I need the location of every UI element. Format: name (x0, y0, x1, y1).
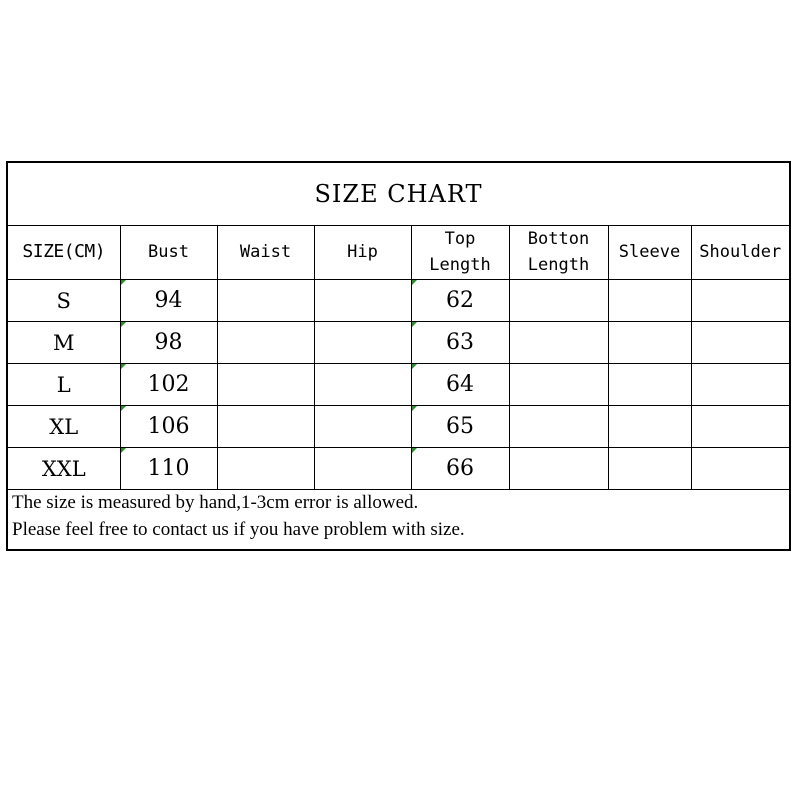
cell-bust: 98 (120, 322, 217, 364)
cell-bottom-length (509, 322, 608, 364)
table-row (8, 406, 789, 448)
cell-waist (217, 448, 314, 490)
cell-marker (412, 406, 417, 411)
cell-top-length: 63 (411, 322, 509, 364)
cell-marker (412, 448, 417, 453)
cell-sleeve (608, 280, 691, 322)
cell-hip (314, 364, 411, 406)
notes (12, 489, 782, 543)
cell-hip (314, 406, 411, 448)
cell-waist (217, 364, 314, 406)
header-waist: Waist (217, 225, 314, 280)
cell-shoulder (691, 364, 789, 406)
cell-size: M (8, 322, 120, 364)
chart-title: SIZE CHART (8, 163, 789, 226)
cell-marker (412, 322, 417, 327)
cell-bust: 102 (120, 364, 217, 406)
cell-hip (314, 448, 411, 490)
cell-top-length: 66 (411, 448, 509, 490)
cell-size: L (8, 364, 120, 406)
header-row (8, 225, 789, 280)
header-sleeve: Sleeve (608, 225, 691, 280)
size-chart (6, 161, 791, 551)
cell-top-length: 65 (411, 406, 509, 448)
cell-bottom-length (509, 448, 608, 490)
cell-sleeve (608, 448, 691, 490)
cell-bust: 106 (120, 406, 217, 448)
cell-bottom-length (509, 364, 608, 406)
cell-waist (217, 280, 314, 322)
cell-size: S (8, 280, 120, 322)
cell-bottom-length (509, 280, 608, 322)
cell-bust: 94 (120, 280, 217, 322)
cell-shoulder (691, 406, 789, 448)
table-row (8, 364, 789, 406)
cell-waist (217, 322, 314, 364)
note-measurement: The size is measured by hand,1-3cm error is allowed. (12, 492, 419, 513)
cell-hip (314, 280, 411, 322)
cell-marker (121, 280, 126, 285)
header-bust: Bust (120, 225, 217, 280)
table-row (8, 322, 789, 364)
cell-marker (412, 364, 417, 369)
cell-bottom-length (509, 406, 608, 448)
table-row (8, 280, 789, 322)
size-table (8, 225, 789, 490)
header-size: SIZE(CM) (8, 225, 120, 280)
cell-size: XL (8, 406, 120, 448)
cell-size: XXL (8, 448, 120, 490)
header-hip: Hip (314, 225, 411, 280)
cell-top-length: 62 (411, 280, 509, 322)
cell-sleeve (608, 364, 691, 406)
cell-sleeve (608, 406, 691, 448)
cell-sleeve (608, 322, 691, 364)
cell-shoulder (691, 322, 789, 364)
header-shoulder: Shoulder (691, 225, 789, 280)
cell-top-length: 64 (411, 364, 509, 406)
cell-shoulder (691, 280, 789, 322)
cell-shoulder (691, 448, 789, 490)
header-bottom-length: Botton Length (509, 225, 608, 280)
cell-waist (217, 406, 314, 448)
cell-bust: 110 (120, 448, 217, 490)
cell-marker (121, 364, 126, 369)
header-top-length: Top Length (411, 225, 509, 280)
cell-marker (121, 406, 126, 411)
cell-hip (314, 322, 411, 364)
cell-marker (412, 280, 417, 285)
cell-marker (121, 448, 126, 453)
table-row (8, 448, 789, 490)
cell-marker (121, 322, 126, 327)
note-contact: Please feel free to contact us if you have problem with size. (12, 519, 465, 540)
